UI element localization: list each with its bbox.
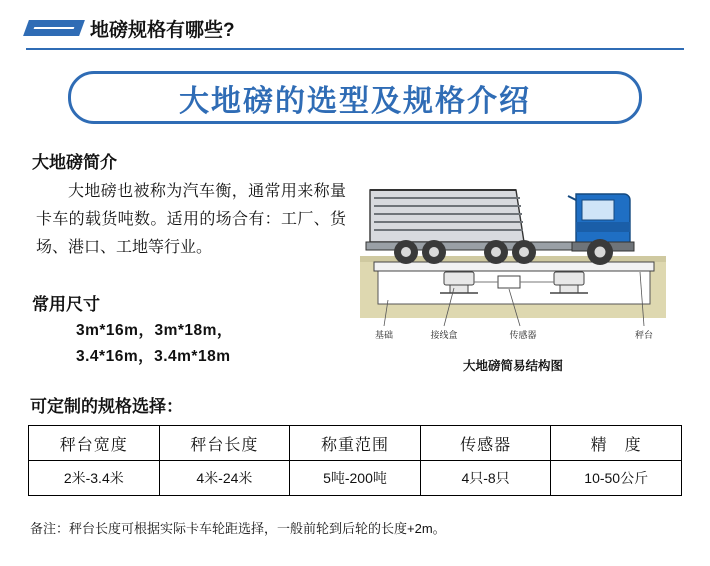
svg-text:传感器: 传感器 bbox=[509, 330, 537, 340]
table-note: 备注：秤台长度可根据实际卡车轮距选择，一般前轮到后轮的长度+2m。 bbox=[30, 521, 446, 536]
table-header-cell: 传感器 bbox=[420, 426, 551, 461]
spec-table bbox=[28, 425, 682, 496]
sizes-line-1: 3m*16m，3m*18m， bbox=[76, 322, 233, 339]
table-cell: 2米-3.4米 bbox=[29, 461, 160, 496]
custom-spec-heading: 可定制的规格选择： bbox=[30, 397, 183, 416]
intro-paragraph: 大地磅也被称为汽车衡，通常用来称量卡车的载货吨数。适用的场合有：工厂、货场、港口、工地等行业。 bbox=[36, 183, 346, 256]
banner-title: 大地磅的选型及规格介绍 bbox=[179, 84, 531, 118]
banner bbox=[68, 71, 642, 124]
table-header-cell: 称重范围 bbox=[290, 426, 421, 461]
table-row bbox=[29, 461, 682, 496]
svg-text:基础: 基础 bbox=[374, 330, 394, 340]
svg-text:秤台: 秤台 bbox=[634, 330, 654, 340]
table-header-row bbox=[29, 426, 682, 461]
table-header-cell: 秤台长度 bbox=[159, 426, 290, 461]
sizes-line-2: 3.4*16m，3.4m*18m bbox=[76, 348, 231, 365]
header-divider bbox=[26, 48, 684, 50]
header-flag-stripe-icon bbox=[34, 27, 75, 29]
table-cell: 5吨-200吨 bbox=[290, 461, 421, 496]
diagram-caption: 大地磅简易结构图 bbox=[462, 359, 563, 373]
sizes-heading: 常用尺寸 bbox=[32, 295, 100, 314]
table-cell: 4米-24米 bbox=[159, 461, 290, 496]
sizes-list bbox=[76, 318, 233, 370]
page-title: 地磅规格有哪些? bbox=[90, 20, 235, 41]
page-header bbox=[0, 8, 710, 46]
table-header-cell: 精 度 bbox=[551, 426, 682, 461]
intro-heading: 大地磅简介 bbox=[32, 153, 117, 172]
table-header-cell: 秤台宽度 bbox=[29, 426, 160, 461]
table-cell: 4只-8只 bbox=[420, 461, 551, 496]
weighbridge-diagram bbox=[348, 160, 678, 370]
svg-text:接线盒: 接线盒 bbox=[430, 330, 458, 340]
table-cell: 10-50公斤 bbox=[551, 461, 682, 496]
